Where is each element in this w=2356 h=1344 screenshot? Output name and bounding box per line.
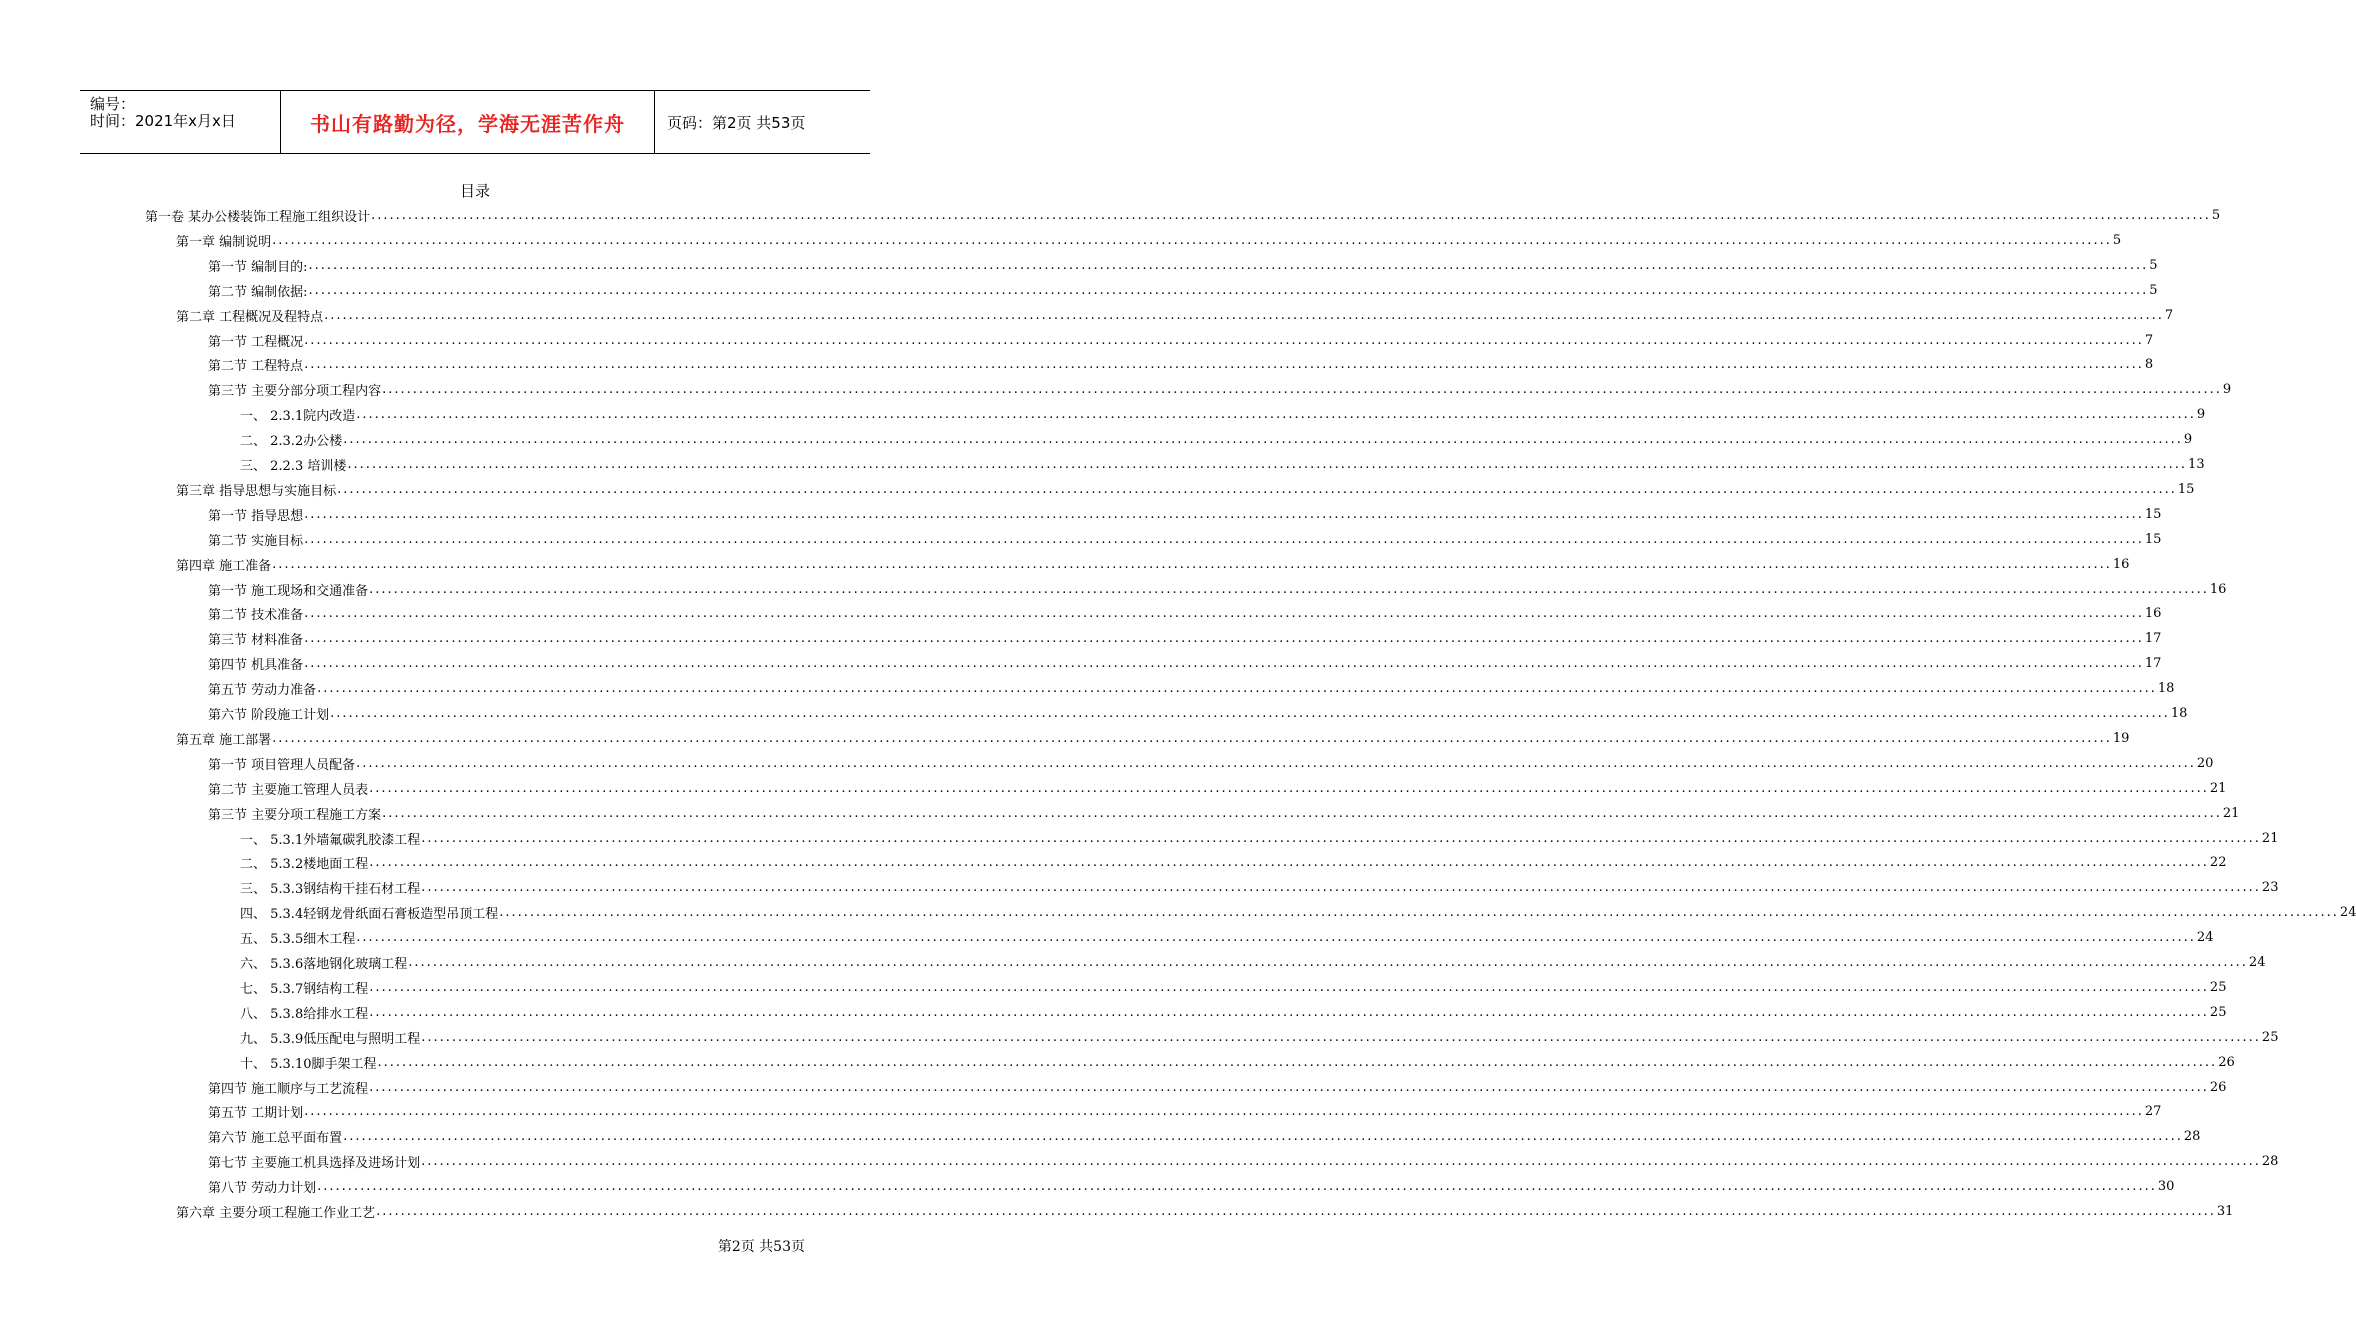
toc-entry[interactable]: [208, 253, 2158, 278]
toc-entry-page: 16: [2112, 556, 2130, 572]
toc-entry-title: 第二节 编制依据:: [208, 284, 308, 300]
toc-entry-title: 第三节 主要分部分项工程内容: [208, 384, 382, 400]
toc-entry-title: 第二节 工程特点: [208, 359, 304, 375]
toc-entry-page: 28: [2183, 1129, 2201, 1145]
toc-entry-page: 5: [2149, 282, 2158, 298]
toc-dot-leader: ............................................................................................................................................................................................................................................................................................................: [272, 232, 2112, 248]
toc-entry[interactable]: [240, 850, 2227, 875]
toc-entry-page: 31: [2216, 1204, 2234, 1219]
toc-entry[interactable]: [240, 925, 2214, 950]
toc-entry-page: 24: [2196, 930, 2214, 946]
toc-entry-page: 16: [2144, 606, 2162, 622]
toc-entry-title: 第五章 施工部署: [176, 732, 272, 748]
toc-entry-title: 第六节 阶段施工计划: [208, 708, 330, 723]
toc-entry-page: 15: [2144, 531, 2162, 547]
toc-dot-leader: ............................................................................................................................................................................................................................................................................................................: [369, 1079, 2209, 1095]
toc-entry[interactable]: [240, 1025, 2279, 1050]
toc-entry-title: 第六章 主要分项工程施工作业工艺: [176, 1206, 376, 1221]
toc-dot-leader: ............................................................................................................................................................................................................................................................................................................: [317, 1179, 2157, 1195]
toc-entry-page: 21: [2261, 830, 2279, 846]
toc-entry-title: 七、 5.3.7钢结构工程: [240, 981, 369, 997]
toc-entry-title: 一、 5.3.1外墙氟碳乳胶漆工程: [240, 832, 421, 848]
toc-entry-page: 9: [2183, 432, 2193, 448]
toc-entry[interactable]: [145, 203, 2221, 228]
toc-dot-leader: ............................................................................................................................................................................................................................................................................................................: [356, 407, 2196, 423]
toc-entry[interactable]: [208, 676, 2175, 701]
toc-entry-title: 第四节 施工顺序与工艺流程: [208, 1081, 369, 1097]
toc-entry-page: 27: [2144, 1104, 2162, 1120]
toc-entry[interactable]: [208, 776, 2227, 801]
toc-entry-page: 13: [2188, 457, 2205, 472]
toc-entry-title: 第一节 工程概况: [208, 334, 304, 350]
toc-entry-title: 第一卷 某办公楼装饰工程施工组织设计: [145, 210, 371, 225]
toc-dot-leader: ............................................................................................................................................................................................................................................................................................................: [272, 556, 2112, 572]
toc-entry-title: 第五节 工期计划: [208, 1106, 304, 1122]
toc-dot-leader: ............................................................................................................................................................................................................................................................................................................: [369, 855, 2209, 871]
toc-entry[interactable]: [208, 626, 2162, 651]
toc-entry-title: 第二节 实施目标: [208, 533, 304, 549]
toc-dot-leader: ............................................................................................................................................................................................................................................................................................................: [377, 1054, 2218, 1070]
toc-entry-page: 26: [2218, 1054, 2235, 1070]
toc-dot-leader: ............................................................................................................................................................................................................................................................................................................: [376, 1204, 2216, 1219]
toc-entry-title: 第四章 施工准备: [176, 558, 272, 574]
toc-entry-title: 第七节 主要施工机具选择及进场计划: [208, 1156, 421, 1172]
toc-entry[interactable]: [208, 1075, 2227, 1100]
toc-entry-title: 第一章 编制说明: [176, 234, 272, 250]
toc-entry-title: 第四节 机具准备: [208, 658, 304, 674]
toc-entry-title: 三、 5.3.3钢结构干挂石材工程: [240, 882, 421, 898]
toc-dot-leader: ............................................................................................................................................................................................................................................................................................................: [371, 208, 2211, 223]
toc-dot-leader: ............................................................................................................................................................................................................................................................................................................: [382, 382, 2222, 398]
toc-dot-leader: ............................................................................................................................................................................................................................................................................................................: [499, 905, 2339, 921]
toc-entry-title: 第三节 主要分项工程施工方案: [208, 807, 382, 823]
toc-dot-leader: ............................................................................................................................................................................................................................................................................................................: [304, 606, 2144, 622]
toc-dot-leader: ............................................................................................................................................................................................................................................................................................................: [382, 805, 2222, 821]
toc-entry-title: 六、 5.3.6落地钢化玻璃工程: [240, 957, 408, 972]
toc-entry[interactable]: [208, 1124, 2201, 1149]
page-header: [80, 90, 870, 154]
toc-dot-leader: ............................................................................................................................................................................................................................................................................................................: [308, 257, 2149, 273]
toc-entry-page: 26: [2209, 1079, 2227, 1095]
document-number-label: 编号：: [90, 95, 136, 113]
toc-dot-leader: ............................................................................................................................................................................................................................................................................................................: [304, 357, 2144, 373]
toc-entry-page: 18: [2170, 706, 2188, 721]
toc-dot-leader: ............................................................................................................................................................................................................................................................................................................: [421, 880, 2261, 896]
toc-entry-page: 19: [2112, 730, 2130, 746]
toc-entry[interactable]: [208, 1149, 2279, 1174]
toc-entry-page: 18: [2157, 681, 2175, 697]
toc-entry[interactable]: [208, 577, 2227, 602]
toc-dot-leader: ............................................................................................................................................................................................................................................................................................................: [324, 307, 2164, 323]
toc-entry-title: 第三节 材料准备: [208, 633, 304, 649]
toc-entry[interactable]: [208, 502, 2162, 527]
toc-entry[interactable]: [240, 975, 2227, 1000]
toc-entry-title: 三、 2.2.3 培训楼: [240, 459, 347, 474]
toc-dot-leader: ............................................................................................................................................................................................................................................................................................................: [356, 755, 2196, 771]
toc-dot-leader: ............................................................................................................................................................................................................................................................................................................: [421, 830, 2261, 846]
toc-entry-title: 第一节 施工现场和交通准备: [208, 583, 369, 599]
toc-entry-page: 30: [2157, 1179, 2175, 1195]
toc-entry[interactable]: [240, 427, 2193, 452]
toc-entry-page: 20: [2196, 755, 2214, 771]
toc-entry-page: 21: [2222, 805, 2240, 821]
toc-entry[interactable]: [240, 452, 2205, 477]
toc-entry-title: 二、 2.3.2办公楼: [240, 434, 343, 450]
toc-entry-title: 一、 2.3.1院内改造: [240, 409, 356, 425]
toc-entry[interactable]: [208, 278, 2158, 303]
toc-dot-leader: ............................................................................................................................................................................................................................................................................................................: [304, 332, 2144, 348]
toc-entry-title: 第六节 施工总平面布置: [208, 1131, 343, 1147]
toc-entry[interactable]: [208, 352, 2154, 377]
toc-entry[interactable]: [208, 751, 2214, 776]
toc-dot-leader: ............................................................................................................................................................................................................................................................................................................: [304, 656, 2144, 672]
toc-entry-title: 第二节 主要施工管理人员表: [208, 782, 369, 798]
toc-entry[interactable]: [208, 601, 2162, 626]
toc-entry-page: 5: [2112, 232, 2122, 248]
toc-entry[interactable]: [240, 1050, 2235, 1075]
toc-dot-leader: ............................................................................................................................................................................................................................................................................................................: [347, 457, 2188, 472]
toc-entry[interactable]: [208, 651, 2162, 676]
toc-entry-page: 16: [2209, 581, 2227, 597]
toc-dot-leader: ............................................................................................................................................................................................................................................................................................................: [317, 681, 2157, 697]
toc-entry[interactable]: [208, 527, 2162, 552]
toc-entry-page: 9: [2222, 382, 2232, 398]
toc-entry[interactable]: [240, 875, 2279, 900]
toc-entry[interactable]: [208, 377, 2232, 402]
toc-entry[interactable]: [240, 826, 2279, 851]
toc-entry-title: 二、 5.3.2楼地面工程: [240, 857, 369, 873]
toc-dot-leader: ............................................................................................................................................................................................................................................................................................................: [330, 706, 2170, 721]
toc-entry-title: 四、 5.3.4轻钢龙骨纸面石膏板造型吊顶工程: [240, 907, 499, 923]
toc-dot-leader: ............................................................................................................................................................................................................................................................................................................: [369, 581, 2209, 597]
toc-entry-page: 24: [2248, 955, 2266, 970]
toc-entry[interactable]: [176, 552, 2130, 577]
header-slogan-cell: [281, 91, 655, 153]
toc-entry-page: 15: [2177, 481, 2195, 497]
toc-entry-page: 5: [2211, 208, 2221, 223]
toc-dot-leader: ............................................................................................................................................................................................................................................................................................................: [304, 1104, 2144, 1120]
toc-entry-page: 25: [2209, 1004, 2227, 1020]
toc-entry-title: 第三章 指导思想与实施目标: [176, 483, 337, 499]
toc-entry-page: 25: [2261, 1029, 2279, 1045]
toc-entry[interactable]: [240, 900, 2356, 925]
toc-dot-leader: ............................................................................................................................................................................................................................................................................................................: [308, 282, 2149, 298]
toc-entry-page: 28: [2261, 1154, 2279, 1170]
toc-entry-page: 21: [2209, 780, 2227, 796]
toc-dot-leader: ............................................................................................................................................................................................................................................................................................................: [343, 1129, 2183, 1145]
toc-entry-page: 7: [2164, 307, 2174, 323]
toc-title: 目录: [459, 182, 490, 200]
toc-entry-title: 第八节 劳动力计划: [208, 1181, 317, 1197]
toc-entry-title: 第二章 工程概况及程特点: [176, 309, 324, 325]
toc-entry-page: 25: [2209, 979, 2227, 995]
toc-entry-page: 24: [2339, 905, 2356, 921]
toc-entry-page: 17: [2144, 631, 2162, 647]
header-page-number: 页码：第2页 共53页: [667, 113, 806, 132]
toc-entry-title: 五、 5.3.5细木工程: [240, 932, 356, 948]
toc-entry-page: 5: [2149, 257, 2158, 273]
toc-dot-leader: ............................................................................................................................................................................................................................................................................................................: [304, 531, 2144, 547]
toc-entry-title: 第五节 劳动力准备: [208, 683, 317, 699]
toc-entry-page: 15: [2144, 506, 2162, 522]
footer-page-number: 第2页 共53页: [717, 1239, 805, 1255]
toc-dot-leader: ............................................................................................................................................................................................................................................................................................................: [304, 631, 2144, 647]
toc-entry-title: 八、 5.3.8给排水工程: [240, 1006, 369, 1022]
document-date-label: 时间：2021年x月x日: [90, 112, 236, 130]
toc-dot-leader: ............................................................................................................................................................................................................................................................................................................: [421, 1029, 2261, 1045]
toc-entry[interactable]: [208, 701, 2188, 726]
toc-entry-title: 第一节 项目管理人员配备: [208, 757, 356, 773]
toc-entry-page: 8: [2144, 357, 2154, 373]
toc-entry[interactable]: [240, 950, 2266, 975]
toc-entry[interactable]: [240, 1000, 2227, 1025]
toc-entry-title: 第二节 技术准备: [208, 608, 304, 624]
toc-entry[interactable]: [176, 228, 2122, 253]
toc-entry-title: 九、 5.3.9低压配电与照明工程: [240, 1031, 421, 1047]
toc-entry[interactable]: [176, 726, 2130, 751]
toc-entry[interactable]: [208, 1099, 2162, 1124]
toc-entry[interactable]: [176, 477, 2195, 502]
toc-entry-page: 9: [2196, 407, 2206, 423]
toc-entry[interactable]: [240, 402, 2206, 427]
toc-dot-leader: ............................................................................................................................................................................................................................................................................................................: [356, 930, 2196, 946]
toc-entry-page: 17: [2144, 656, 2162, 672]
toc-dot-leader: ............................................................................................................................................................................................................................................................................................................: [421, 1154, 2261, 1170]
toc-entry[interactable]: [208, 328, 2154, 353]
toc-dot-leader: ............................................................................................................................................................................................................................................................................................................: [408, 955, 2248, 970]
toc-entry-page: 23: [2261, 880, 2279, 896]
toc-entry-title: 十、 5.3.10脚手架工程: [240, 1056, 377, 1072]
toc-dot-leader: ............................................................................................................................................................................................................................................................................................................: [343, 432, 2183, 448]
toc-entry[interactable]: [208, 1174, 2175, 1199]
toc-dot-leader: ............................................................................................................................................................................................................................................................................................................: [369, 780, 2209, 796]
toc-entry[interactable]: [208, 801, 2240, 826]
header-slogan: 书山有路勤为径，学海无涯苦作舟: [310, 111, 625, 136]
toc-dot-leader: ............................................................................................................................................................................................................................................................................................................: [304, 506, 2144, 522]
toc-dot-leader: ............................................................................................................................................................................................................................................................................................................: [272, 730, 2112, 746]
toc-entry[interactable]: [176, 1199, 2234, 1224]
header-meta: [80, 91, 281, 153]
toc-entry-page: 22: [2209, 855, 2227, 871]
toc-entry-page: 7: [2144, 332, 2154, 348]
toc-entry-title: 第一节 指导思想: [208, 508, 304, 524]
toc-entry-title: 第一节 编制目的:: [208, 259, 308, 275]
toc-dot-leader: ............................................................................................................................................................................................................................................................................................................: [369, 979, 2209, 995]
toc-dot-leader: ............................................................................................................................................................................................................................................................................................................: [369, 1004, 2209, 1020]
toc-entry[interactable]: [176, 303, 2174, 328]
toc-dot-leader: ............................................................................................................................................................................................................................................................................................................: [337, 481, 2177, 497]
